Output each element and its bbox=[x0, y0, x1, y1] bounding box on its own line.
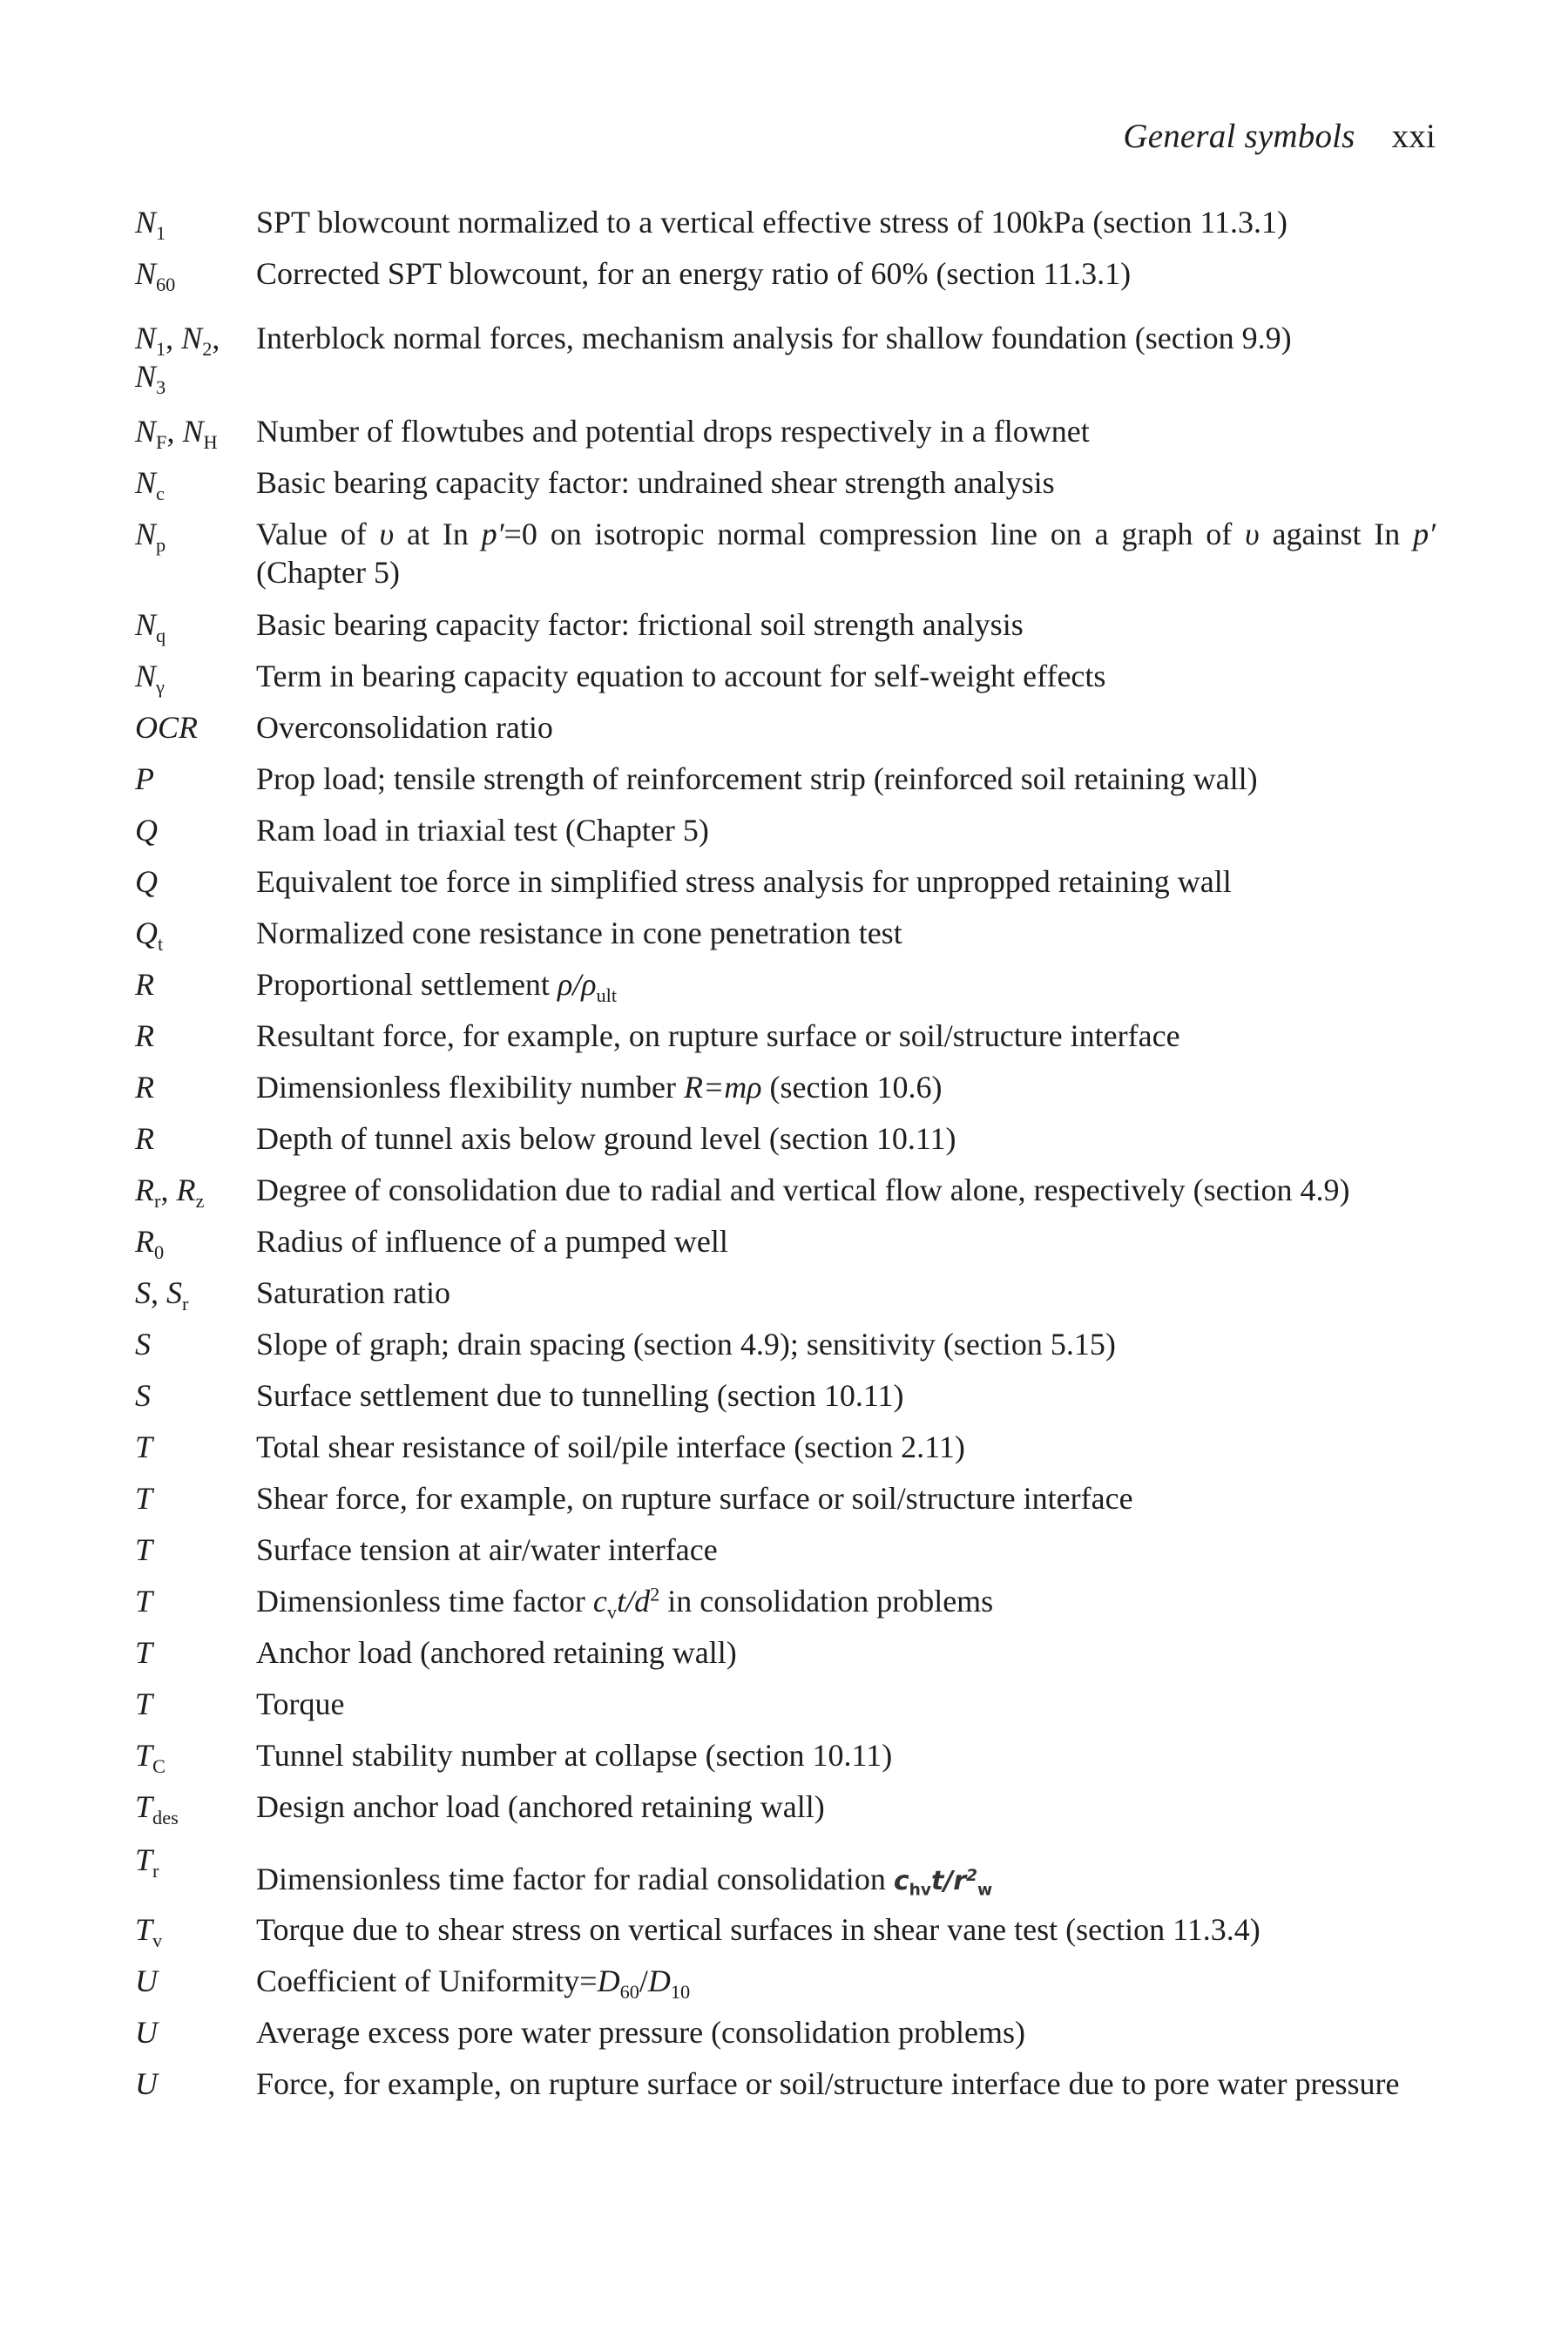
symbol: T bbox=[135, 1584, 153, 1619]
symbol: U bbox=[135, 2015, 158, 2050]
symbol: T bbox=[135, 1686, 153, 1721]
symbol: Q bbox=[135, 813, 158, 848]
description: Force, for example, on rupture surface or soil/structure interface due to pore water pressure bbox=[256, 2066, 1400, 2101]
radial-time-factor-formula: $c_{hv}t/r^2_w$ bbox=[893, 1866, 993, 1900]
symbol: R bbox=[135, 967, 154, 1002]
symbol: $T_v$ bbox=[135, 1912, 163, 1951]
symbol: $N_F$, $N_H$ bbox=[135, 414, 218, 453]
symbol: $T_C$ bbox=[135, 1738, 166, 1777]
symbol: $N_c$ bbox=[135, 465, 165, 504]
symbol: T bbox=[135, 1429, 153, 1464]
description: Dimensionless flexibility number R=mρ (section 10.6) bbox=[256, 1070, 943, 1105]
description: Degree of consolidation due to radial and vertical flow alone, respectively (section 4.9) bbox=[256, 1173, 1350, 1207]
symbol: $N_1$, $N_2$, $N_3$ bbox=[135, 321, 220, 398]
description: Slope of graph; drain spacing (section 4.9); sensitivity (section 5.15) bbox=[256, 1327, 1116, 1362]
description: Shear force, for example, on rupture surface or soil/structure interface bbox=[256, 1481, 1133, 1516]
description: Prop load; tensile strength of reinforcement strip (reinforced soil retaining wall) bbox=[256, 761, 1258, 796]
description: Design anchor load (anchored retaining wall) bbox=[256, 1789, 825, 1824]
description: Tunnel stability number at collapse (section 10.11) bbox=[256, 1738, 893, 1773]
symbol: R bbox=[135, 1070, 154, 1105]
symbol: $N_\gamma$ bbox=[135, 659, 165, 698]
description: Equivalent toe force in simplified stress analysis for unpropped retaining wall bbox=[256, 864, 1232, 899]
description: Basic bearing capacity factor: frictional soil strength analysis bbox=[256, 607, 1024, 642]
description: Radius of influence of a pumped well bbox=[256, 1224, 728, 1259]
symbol: S bbox=[135, 1327, 151, 1362]
description: Term in bearing capacity equation to account for self-weight effects bbox=[256, 659, 1106, 693]
symbol: P bbox=[135, 761, 154, 796]
description: Depth of tunnel axis below ground level (section 10.11) bbox=[256, 1121, 956, 1156]
symbol: U bbox=[135, 1963, 158, 1998]
description: Anchor load (anchored retaining wall) bbox=[256, 1635, 737, 1670]
description: Basic bearing capacity factor: undrained shear strength analysis bbox=[256, 465, 1055, 500]
description: Value of υ at In p′=0 on isotropic normal compression line on a graph of υ against In p′ (Chapter 5) bbox=[256, 517, 1436, 590]
description: Coefficient of $Uniformity=D_{60}/D_{10}$ bbox=[256, 1963, 691, 2003]
symbol: R bbox=[135, 1121, 154, 1156]
symbol: $N_q$ bbox=[135, 607, 166, 646]
symbol: R bbox=[135, 1018, 154, 1053]
symbol: U bbox=[135, 2066, 158, 2101]
symbol: $N_p$ bbox=[135, 517, 166, 556]
description: SPT blowcount normalized to a vertical effective stress of 100kPa (section 11.3.1) bbox=[256, 205, 1288, 240]
symbol: T bbox=[135, 1481, 153, 1516]
symbol: $T_r$ bbox=[135, 1842, 159, 1882]
description: Total shear resistance of soil/pile interface (section 2.11) bbox=[256, 1429, 965, 1464]
description: Dimensionless time factor for radial consolidation $c_{hv}t/r^2_w$ bbox=[256, 1862, 993, 1900]
description: Torque bbox=[256, 1686, 345, 1721]
description: Dimensionless time factor $c_vt/d^2$ in consolidation problems bbox=[256, 1583, 994, 1623]
symbol: $N_1$ bbox=[135, 205, 166, 244]
symbol: Q bbox=[135, 864, 158, 899]
symbol: $R_0$ bbox=[135, 1224, 165, 1263]
symbol: $Q_t$ bbox=[135, 916, 164, 955]
description: Number of flowtubes and potential drops respectively in a flownet bbox=[256, 414, 1090, 449]
description: Surface tension at air/water interface bbox=[256, 1532, 718, 1567]
symbol: $R_r$, $R_z$ bbox=[135, 1173, 205, 1212]
description: Resultant force, for example, on rupture surface or soil/structure interface bbox=[256, 1018, 1180, 1053]
description: Proportional settlement $\rho/\rho_{ult}$ bbox=[256, 967, 618, 1006]
description: Interblock normal forces, mechanism analysis for shallow foundation (section 9.9) bbox=[256, 321, 1292, 355]
description: Average excess pore water pressure (consolidation problems) bbox=[256, 2015, 1026, 2050]
description: Overconsolidation ratio bbox=[256, 710, 553, 745]
symbol: T bbox=[135, 1635, 153, 1670]
page-number: xxi bbox=[1391, 118, 1436, 155]
symbol: T bbox=[135, 1532, 153, 1567]
description: Torque due to shear stress on vertical surfaces in shear vane test (section 11.3.4) bbox=[256, 1912, 1260, 1947]
symbol: S bbox=[135, 1378, 151, 1413]
symbol: $N_{60}$ bbox=[135, 256, 176, 295]
description: Ram load in triaxial test (Chapter 5) bbox=[256, 813, 709, 848]
symbol: OCR bbox=[135, 710, 198, 745]
description: Corrected SPT blowcount, for an energy ratio of 60% (section 11.3.1) bbox=[256, 256, 1132, 291]
running-head bbox=[1123, 117, 1436, 156]
description: Saturation ratio bbox=[256, 1275, 450, 1310]
description: Surface settlement due to tunnelling (section 10.11) bbox=[256, 1378, 904, 1413]
section-title: General symbols bbox=[1123, 118, 1355, 155]
description: Normalized cone resistance in cone penetration test bbox=[256, 916, 902, 950]
symbol: $T_{des}$ bbox=[135, 1789, 179, 1828]
symbol: S, $S_r$ bbox=[135, 1275, 189, 1315]
